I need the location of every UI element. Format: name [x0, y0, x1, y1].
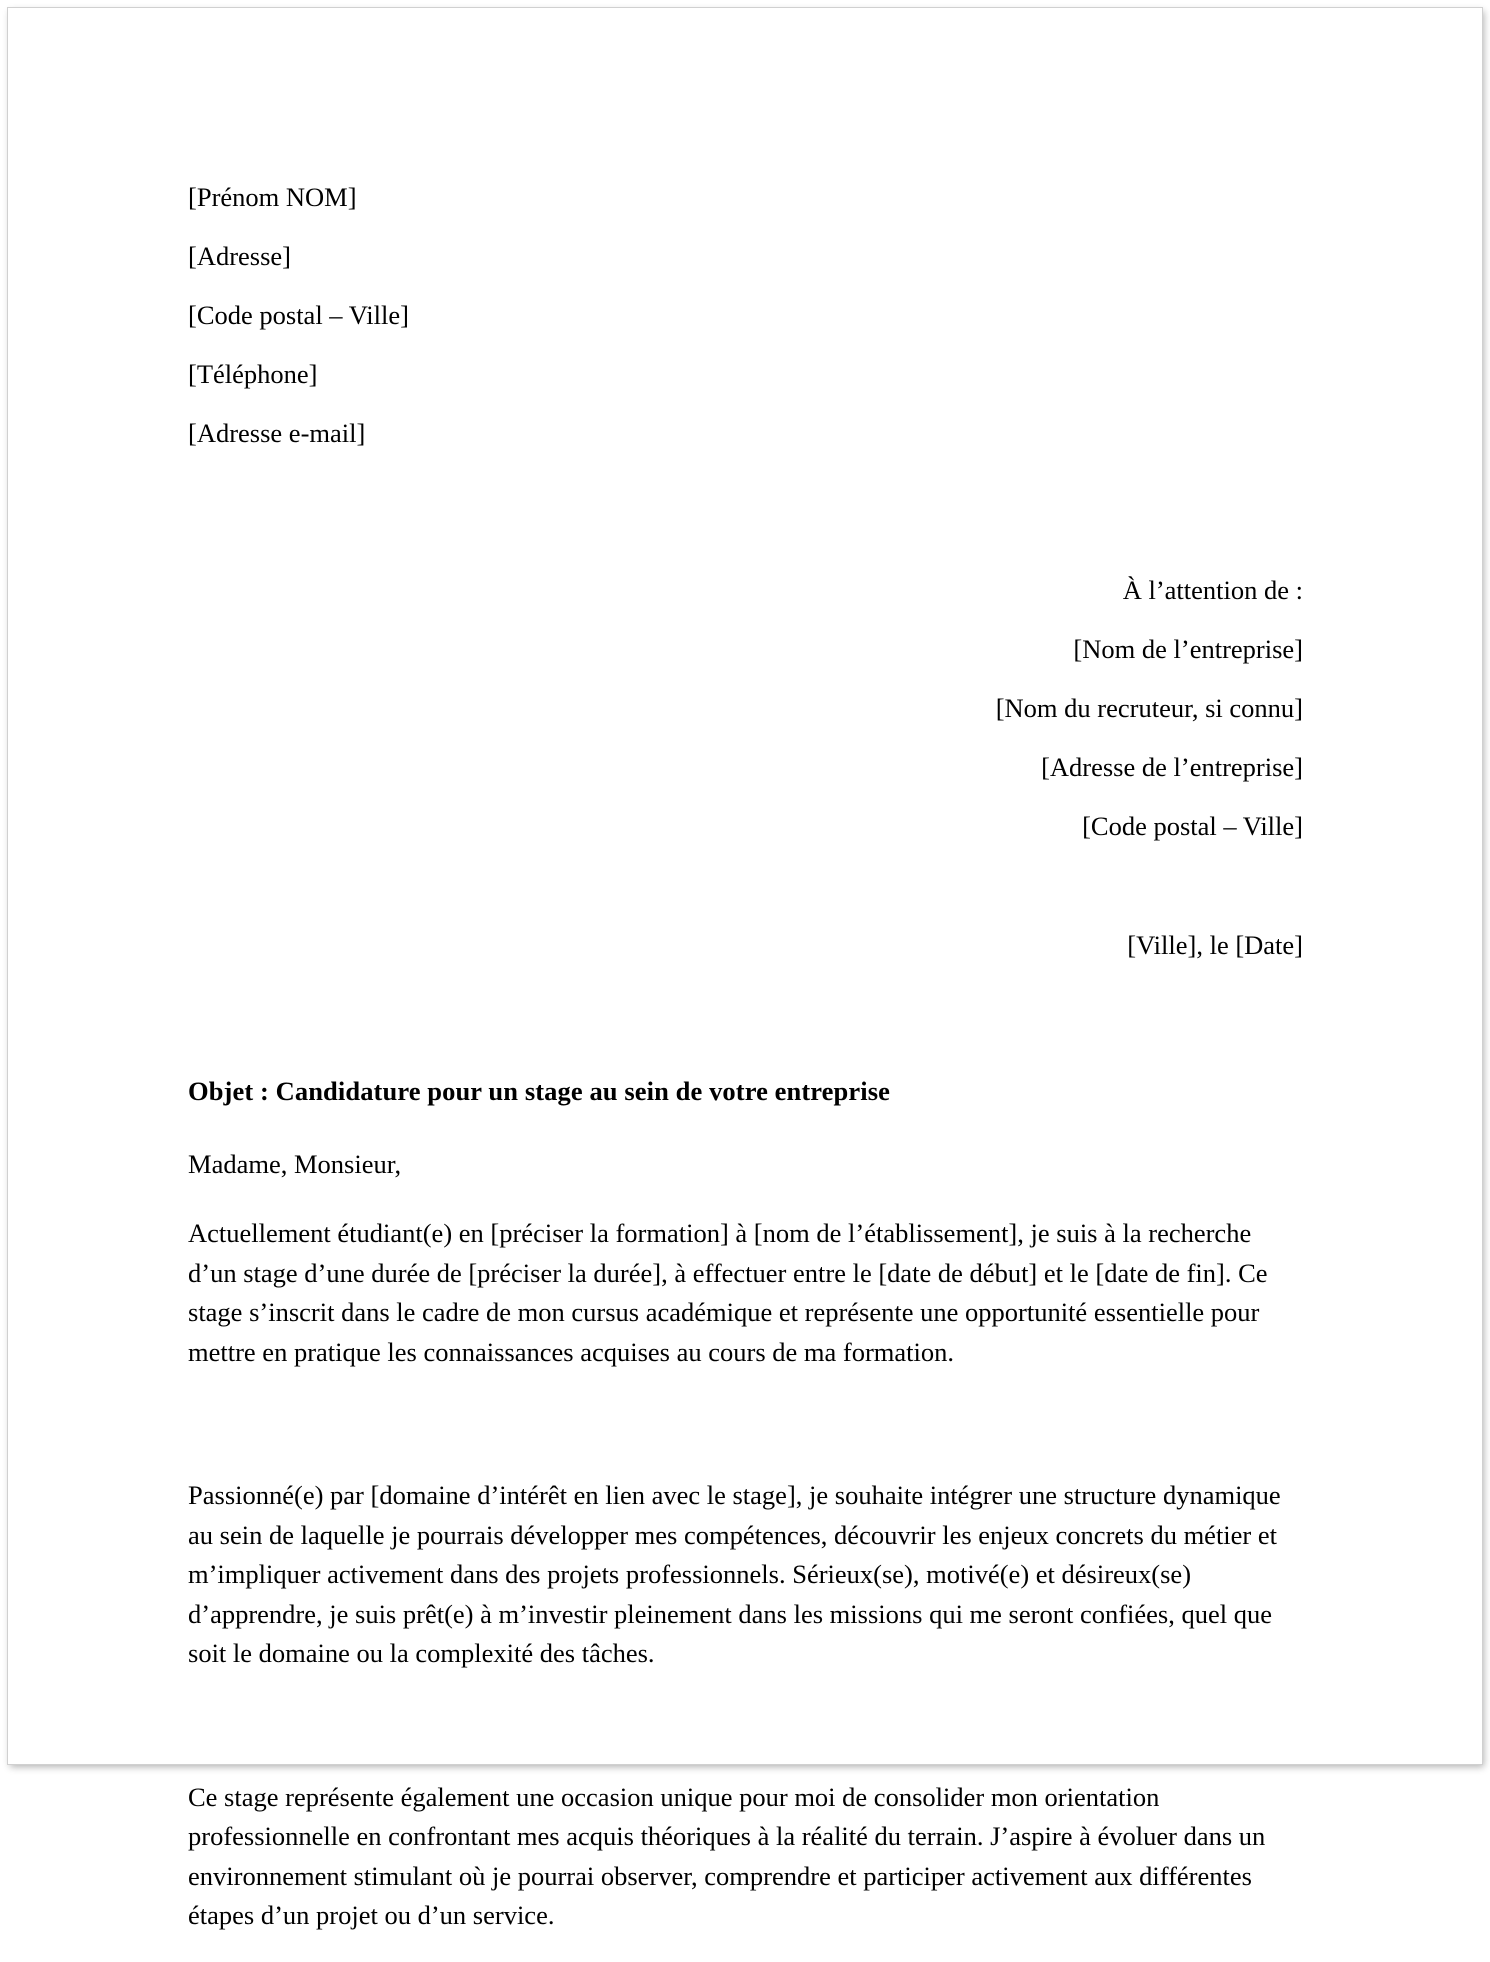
sender-email: [Adresse e-mail] [188, 418, 366, 448]
place-date-block [188, 916, 1303, 975]
sender-address-block [188, 168, 1303, 463]
recipient-street: [Adresse de l’entreprise] [1041, 752, 1303, 782]
recipient-recruiter: [Nom du recruteur, si connu] [995, 693, 1303, 723]
document-page [8, 8, 1482, 1930]
subject-line: Objet : Candidature pour un stage au sein de votre entreprise [188, 1076, 890, 1106]
sender-street: [Adresse] [188, 241, 292, 271]
body-paragraph-2: Passionné(e) par [domaine d’intérêt en lien avec le stage], je souhaite intégrer une structure dynamique au sein de laquelle je pourrais développer mes compétences, découvrir les enjeux concrets du métier et m’impliquer activement dans des projets professionnels. Sérieux(se), motivé(e) et désireux(se) d’apprendre, je suis prêt(e) à m’investir pleinement dans les missions qui me seront confiées, quel que soit le domaine ou la complexité des tâches. [188, 1480, 1281, 1668]
attention-label: À l’attention de : [1122, 575, 1303, 605]
body-paragraph-1: Actuellement étudiant(e) en [préciser la formation] à [nom de l’établissement], je suis à la recherche d’un stage d’une durée de [préciser la durée], à effectuer entre le [date de début] et le [date de fin]. Ce stage s’inscrit dans le cadre de mon cursus académique et représente une opportunité essentielle pour mettre en pratique les connaissances acquises au cours de ma formation. [188, 1218, 1268, 1367]
document-body [188, 168, 1303, 1962]
salutation: Madame, Monsieur, [188, 1149, 402, 1179]
sender-phone: [Téléphone] [188, 359, 318, 389]
body-paragraph-3: Ce stage représente également une occasion unique pour moi de consolider mon orientation professionnelle en confrontant mes acquis théoriques à la réalité du terrain. J’aspire à évoluer dans un environnement stimulant où je pourrai observer, comprendre et participer activement aux différentes étapes d’un projet ou d’un service. [188, 1781, 1266, 1930]
sender-postal-city: [Code postal – Ville] [188, 300, 409, 330]
place-date: [Ville], le [Date] [1127, 930, 1303, 960]
recipient-postal-city: [Code postal – Ville] [1082, 811, 1303, 841]
recipient-company: [Nom de l’entreprise] [1073, 634, 1303, 664]
recipient-address-block [188, 561, 1303, 856]
sender-name: [Prénom NOM] [188, 182, 357, 212]
